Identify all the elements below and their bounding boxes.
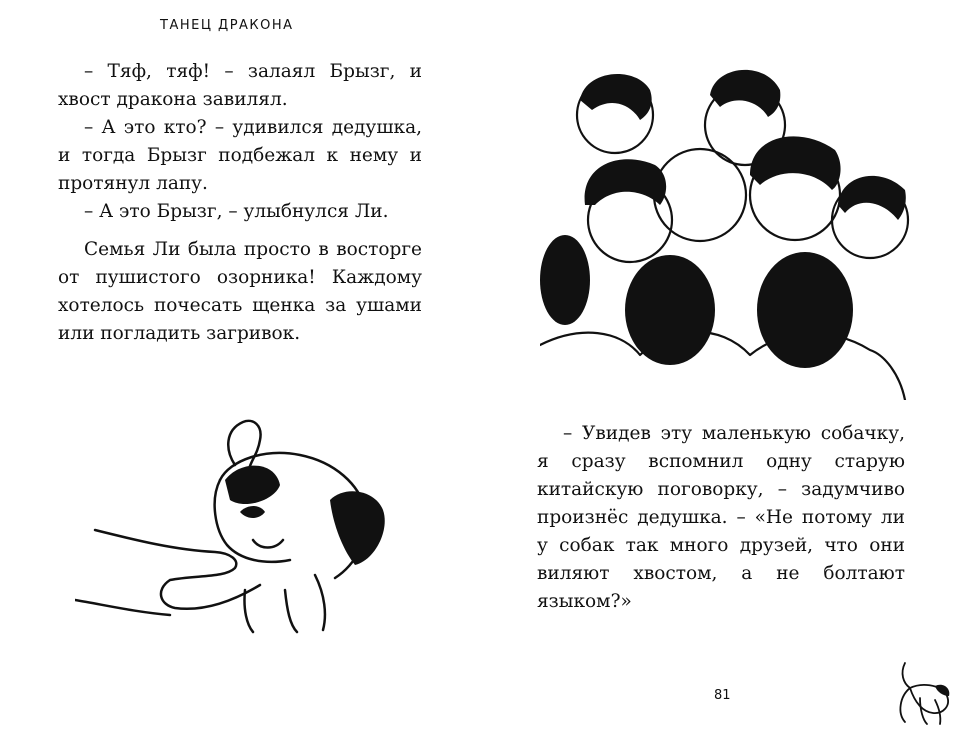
puppy-ear-patch: [330, 491, 385, 565]
children-crowd-illustration: [540, 55, 910, 400]
paragraph-2: – А это кто? – удивился дедушка, и тогда Брызг подбежал к нему и протянул лапу.: [58, 117, 422, 194]
paragraph-3: – А это Брызг, – улыбнулся Ли.: [84, 201, 389, 222]
paragraph-1: – Тяф, тяф! – залаял Брызг, и хвост дракона завилял.: [58, 61, 422, 110]
small-dog-illustration: [885, 658, 955, 728]
paragraph-5: – Увидев эту маленькую собачку, я сразу вспомнил одну старую китайскую поговорку, – задумчиво произнёс дедушка. – «Не потому ли у собак так много друзей, что они виляют хвостом, а не болтают языком?»: [537, 423, 905, 612]
running-header: ТАНЕЦ ДРАКОНА: [160, 18, 294, 33]
left-column-text: [58, 58, 422, 348]
puppy-eye-patch: [225, 466, 280, 504]
puppy-hand-illustration: [75, 400, 415, 650]
paragraph-4: Семья Ли была просто в восторге от пушистого озорника! Каждому хотелось почесать щенка за ушами или погладить загривок.: [58, 239, 422, 344]
page-number: 81: [714, 688, 731, 703]
right-column-text: [537, 420, 905, 616]
